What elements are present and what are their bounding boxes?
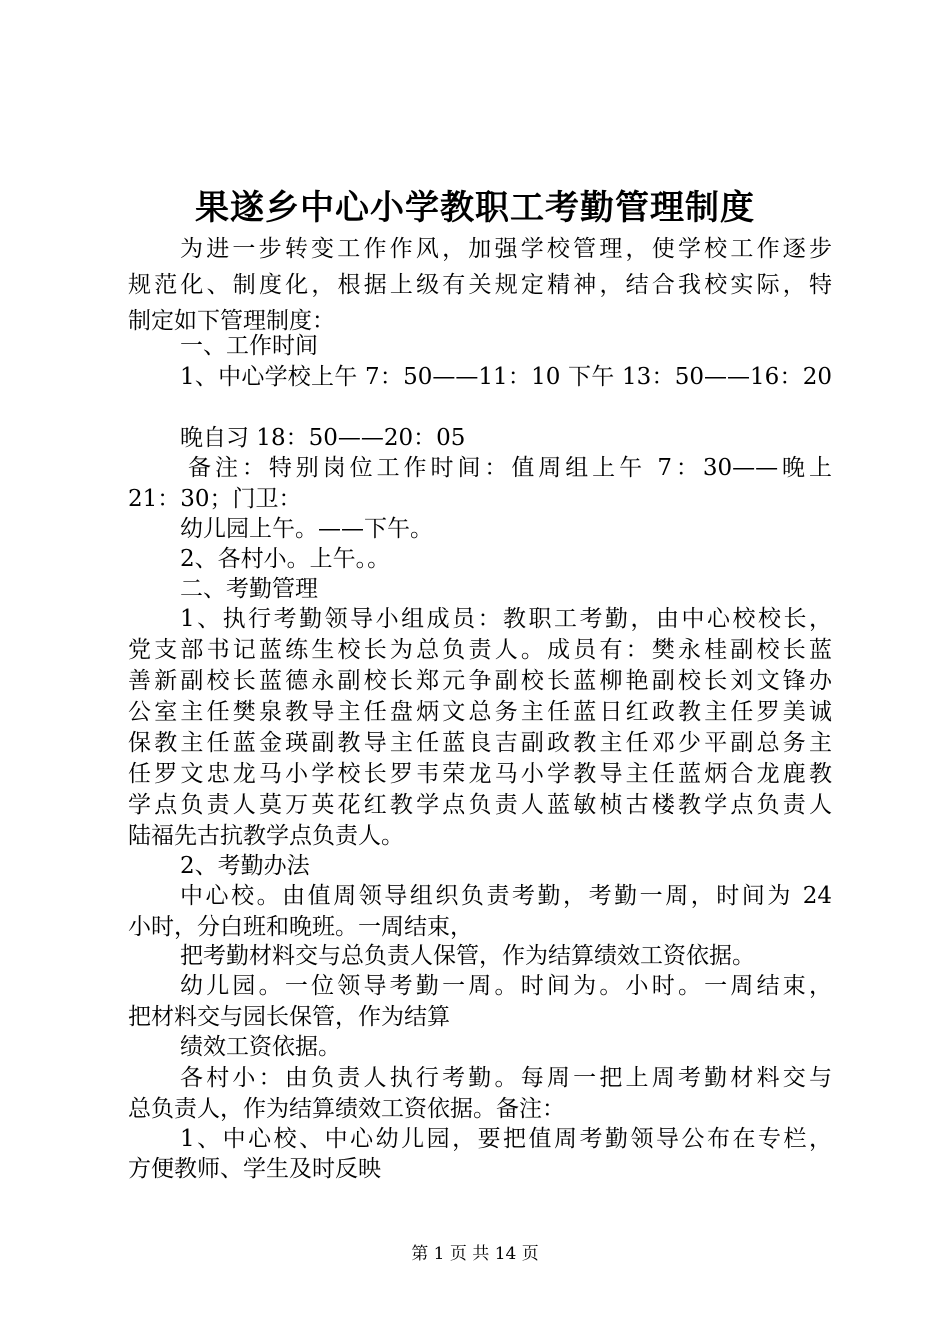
- text-line: 备注：特别岗位工作时间：值周组上午 7：30——晚上: [188, 455, 832, 481]
- section-heading: 二、考勤管理: [180, 576, 318, 602]
- text-line: 为进一步转变工作作风，加强学校管理，使学校工作逐步: [180, 236, 832, 262]
- text-line: 21：30；门卫：: [128, 486, 302, 512]
- text-line: 幼儿园上午。——下午。: [180, 516, 433, 542]
- text-line: 党支部书记蓝练生校长为总负责人。成员有：樊永桂副校长蓝: [128, 637, 832, 663]
- text-line: 把考勤材料交与总负责人保管，作为结算绩效工资依据。: [180, 943, 755, 969]
- text-line: 方便教师、学生及时反映: [128, 1156, 381, 1182]
- text-line: 总负责人，作为结算绩效工资依据。备注：: [128, 1096, 565, 1122]
- text-line: 保教主任蓝金瑛副教导主任蓝良吉副政教主任邓少平副总务主: [128, 730, 832, 756]
- text-line: 规范化、制度化，根据上级有关规定精神，结合我校实际，特: [128, 272, 832, 298]
- page-title: 果遂乡中心小学教职工考勤管理制度: [195, 188, 755, 228]
- text-line: 幼儿园。一位领导考勤一周。时间为。小时。一周结束，: [180, 973, 832, 999]
- text-line: 把材料交与园长保管，作为结算: [128, 1004, 450, 1030]
- text-line: 任罗文忠龙马小学校长罗韦荣龙马小学教导主任蓝炳合龙鹿教: [128, 761, 832, 787]
- text-line: 1、执行考勤领导小组成员：教职工考勤，由中心校校长，: [180, 606, 832, 632]
- subsection-heading: 2、考勤办法: [180, 853, 310, 879]
- text-line: 1、中心学校上午 7：50——11：10 下午 13：50——16：20: [180, 364, 832, 390]
- text-line: 制定如下管理制度：: [128, 308, 335, 334]
- page-footer: 第 1 页 共 14 页: [411, 1244, 539, 1264]
- text-line: 学点负责人莫万英花红教学点负责人蓝敏桢古楼教学点负责人: [128, 792, 832, 818]
- text-line: 中心校。由值周领导组织负责考勤，考勤一周，时间为 24: [180, 883, 832, 909]
- text-line: 陆福先古抗教学点负责人。: [128, 823, 404, 849]
- text-line: 小时，分白班和晚班。一周结束，: [128, 914, 473, 940]
- text-line: 各村小：由负责人执行考勤。每周一把上周考勤材料交与: [180, 1065, 832, 1091]
- section-heading: 一、工作时间: [180, 333, 318, 359]
- text-line: 绩效工资依据。: [180, 1034, 341, 1060]
- text-line: 2、各村小。上午。。: [180, 546, 391, 572]
- text-line: 公室主任樊泉教导主任盘炳文总务主任蓝日红政教主任罗美诚: [128, 699, 832, 725]
- text-line: 晚自习 18：50——20：05: [180, 425, 466, 451]
- text-line: 善新副校长蓝德永副校长郑元争副校长蓝柳艳副校长刘文锋办: [128, 668, 832, 694]
- text-line: 1、中心校、中心幼儿园，要把值周考勤领导公布在专栏，: [180, 1126, 832, 1152]
